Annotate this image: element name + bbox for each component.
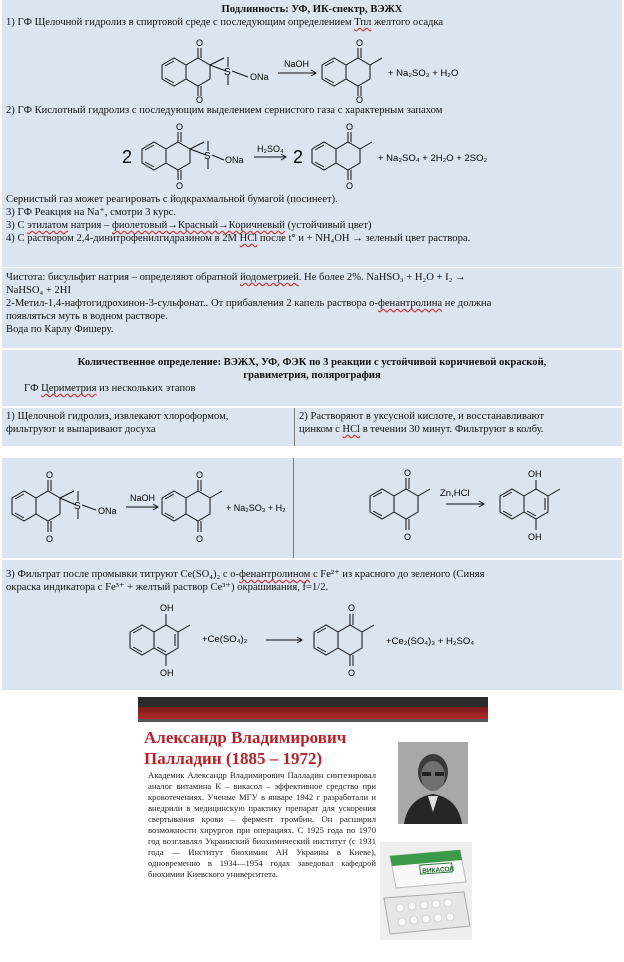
rxn2-products: + Na₂SO₄ + 2H₂O + 2SO₂ bbox=[378, 153, 488, 164]
rxn2-reagent: H₂SO₄ bbox=[257, 144, 284, 154]
step-2-oxygen-top: O bbox=[404, 468, 412, 478]
step-1-sulfur: S bbox=[74, 501, 81, 512]
rxn1-products: + Na₂SO₃ + H₂O bbox=[388, 68, 459, 79]
rxn2-product-oxygen-bottom: O bbox=[346, 181, 354, 191]
titration-reaction-diagram bbox=[2, 594, 622, 686]
rxn1-reagent: NaOH bbox=[284, 59, 310, 69]
titration-products: +Ce₂(SO₄)₃ + H₂SO₄ bbox=[386, 636, 475, 647]
reaction-1-diagram bbox=[2, 29, 622, 104]
steps-table bbox=[2, 408, 622, 446]
step-1-reagent: NaOH bbox=[130, 493, 156, 503]
titration-section bbox=[2, 560, 622, 690]
purity-line-1: Чистота: бисульфит натрия – определяют обратной йодометрией. Не более 2%. NaHSO₃ + H₂O + I₂ → bbox=[6, 272, 466, 283]
step-1-products: + Na₂SO₃ + H₂ bbox=[226, 503, 286, 513]
quantitative-title-2: гравиметрия, полярография bbox=[243, 370, 381, 381]
rxn1-sulfur: S bbox=[224, 67, 231, 78]
bio-header-bar-dark bbox=[138, 697, 488, 707]
step-1-oxygen-bottom: O bbox=[46, 534, 54, 544]
titration-product-oxygen-bottom: O bbox=[348, 668, 356, 678]
step-1-product-oxygen-bottom: O bbox=[196, 534, 204, 544]
authenticity-line-6: 4) С раствором 2,4-динитрофенилгидразином в 2М HCl после t° и + NH₄OH → зеленый цвет раствора. bbox=[6, 233, 471, 244]
quantitative-section bbox=[2, 350, 622, 406]
step-2-reaction-cell bbox=[294, 458, 622, 558]
authenticity-line-4: 3) ГФ Реакция на Na⁺, смотри 3 курс. bbox=[6, 207, 176, 218]
authenticity-line-2: 2) ГФ Кислотный гидролиз с последующим выделением сернистого газа с характерным запахом bbox=[6, 105, 443, 116]
authenticity-line-5: 3) С этилатом натрия – фиолетовый→Красный→Коричневый (устойчивый цвет) bbox=[6, 220, 372, 231]
step-1-oxygen-top: O bbox=[46, 470, 54, 480]
reaction-2-diagram bbox=[2, 117, 622, 193]
rxn2-coef-right: 2 bbox=[293, 147, 304, 167]
step-1-reaction-cell bbox=[2, 458, 294, 558]
bio-header-bar-red bbox=[138, 707, 488, 719]
bio-name-line-2: Палладин (1885 – 1972) bbox=[144, 749, 323, 768]
rxn1-oxygen-bottom: O bbox=[196, 95, 204, 104]
authenticity-line-1: 1) ГФ Щелочной гидролиз в спиртовой среде с последующим определением Тпл желтого осадка bbox=[6, 17, 444, 28]
rxn1-product-oxygen-top: O bbox=[356, 38, 364, 48]
titration-oh-bottom: OH bbox=[160, 668, 174, 678]
rxn2-sulfur: S bbox=[204, 151, 211, 162]
vikasol-package-photo bbox=[380, 842, 472, 940]
bio-title bbox=[144, 727, 346, 769]
step-2-line-1: 2) Растворяют в уксусной кислоте, и восстанавливают bbox=[299, 411, 544, 422]
step-2-reaction-diagram bbox=[294, 458, 622, 558]
purity-section bbox=[2, 268, 622, 348]
step-1-product-oxygen-top: O bbox=[196, 470, 204, 480]
quantitative-line: ГФ Цериметрия из нескольких этапов bbox=[24, 383, 196, 394]
rxn2-oxygen-bottom: O bbox=[176, 181, 184, 191]
quantitative-title-1: Количественное определение: ВЭЖХ, УФ, ФЭК по 3 реакции с устойчивой коричневой окраской, bbox=[77, 357, 547, 368]
purity-line-3: 2-Метил-1,4-нафтогидрохинон-3-сульфонат.. От прибавления 2 капель раствора о-фенантролина не должна bbox=[6, 298, 492, 309]
titration-reagent: +Ce(SO₄)₂ bbox=[202, 634, 248, 645]
rxn1-product-oxygen-bottom: O bbox=[356, 95, 364, 104]
step-2-line-2: цинком с HCl в течении 30 минут. Фильтруют в колбу. bbox=[299, 424, 544, 435]
rxn2-coef-left: 2 bbox=[122, 147, 133, 167]
purity-line-2: NaHSO₄ + 2HI bbox=[6, 285, 71, 296]
authenticity-title: Подлинность: УФ, ИК-спектр, ВЭЖХ bbox=[221, 4, 403, 15]
rxn1-oxygen-top: O bbox=[196, 38, 204, 48]
step-1-reaction-diagram bbox=[2, 458, 294, 558]
step-1-substituent: ONa bbox=[98, 506, 117, 516]
titration-line-1: 3) Фильтрат после промывки титруют Ce(SO₄)₂ с о-фенантролином с Fe²⁺ из красного до зеленого (Синяя bbox=[6, 569, 485, 580]
bio-text: Академик Александр Владимирович Палладин синтезировал аналог витамина К – викасол – эффективное средство при кровотечениях. Ученые МГУ в январе 1942 г разработали и внедрили в медицинскую практику препарат для ускорения свертывания крови – фермент тромбин. Он расширил возможности хирургов при операциях. С 1925 года по 1970 год возглавлял Украинский биохимический институт (с 1931 года — Институт биохимии АН Украины в Киеве), одновременно в 1934—1954 годах заведовал кафедрой биохимии Киевского университета. bbox=[148, 770, 376, 879]
titration-line-2: окраска индикатора с Fe³⁺ + желтый раствор Ce³⁺) окрашивания, f=1/2. bbox=[6, 582, 329, 593]
step-1-line-2: фильтруют и выпаривают досуха bbox=[6, 424, 156, 435]
step-2-cell bbox=[294, 408, 622, 446]
titration-oh-top: OH bbox=[160, 603, 174, 613]
step-1-line-1: 1) Щелочной гидролиз, извлекают хлороформом, bbox=[6, 411, 229, 422]
rxn1-substituent: ONa bbox=[250, 72, 269, 82]
step-2-oh-top: OH bbox=[528, 469, 542, 479]
rxn2-substituent: ONa bbox=[225, 155, 244, 165]
titration-product-oxygen-top: O bbox=[348, 603, 356, 613]
vikasol-package-label: ВИКАСОЛ bbox=[421, 865, 455, 875]
step-2-reagent: Zn,HCl bbox=[440, 488, 470, 499]
step-2-oh-bottom: OH bbox=[528, 532, 542, 542]
authenticity-line-3: Сернистый газ может реагировать с йодкрахмальной бумагой (посинеет). bbox=[6, 194, 338, 205]
rxn2-oxygen-top: O bbox=[176, 122, 184, 132]
authenticity-section bbox=[2, 0, 622, 267]
steps-reactions bbox=[2, 458, 622, 558]
bio-header-bar-line bbox=[138, 719, 488, 722]
purity-line-4: появляться муть в водном растворе. bbox=[6, 311, 168, 322]
step-2-oxygen-bottom: O bbox=[404, 532, 412, 542]
purity-line-5: Вода по Карлу Фишеру. bbox=[6, 324, 114, 335]
step-1-cell bbox=[2, 408, 294, 446]
bio-name-line-1: Александр Владимирович bbox=[144, 728, 347, 747]
portrait-photo bbox=[398, 742, 468, 824]
rxn2-product-oxygen-top: O bbox=[346, 122, 354, 132]
